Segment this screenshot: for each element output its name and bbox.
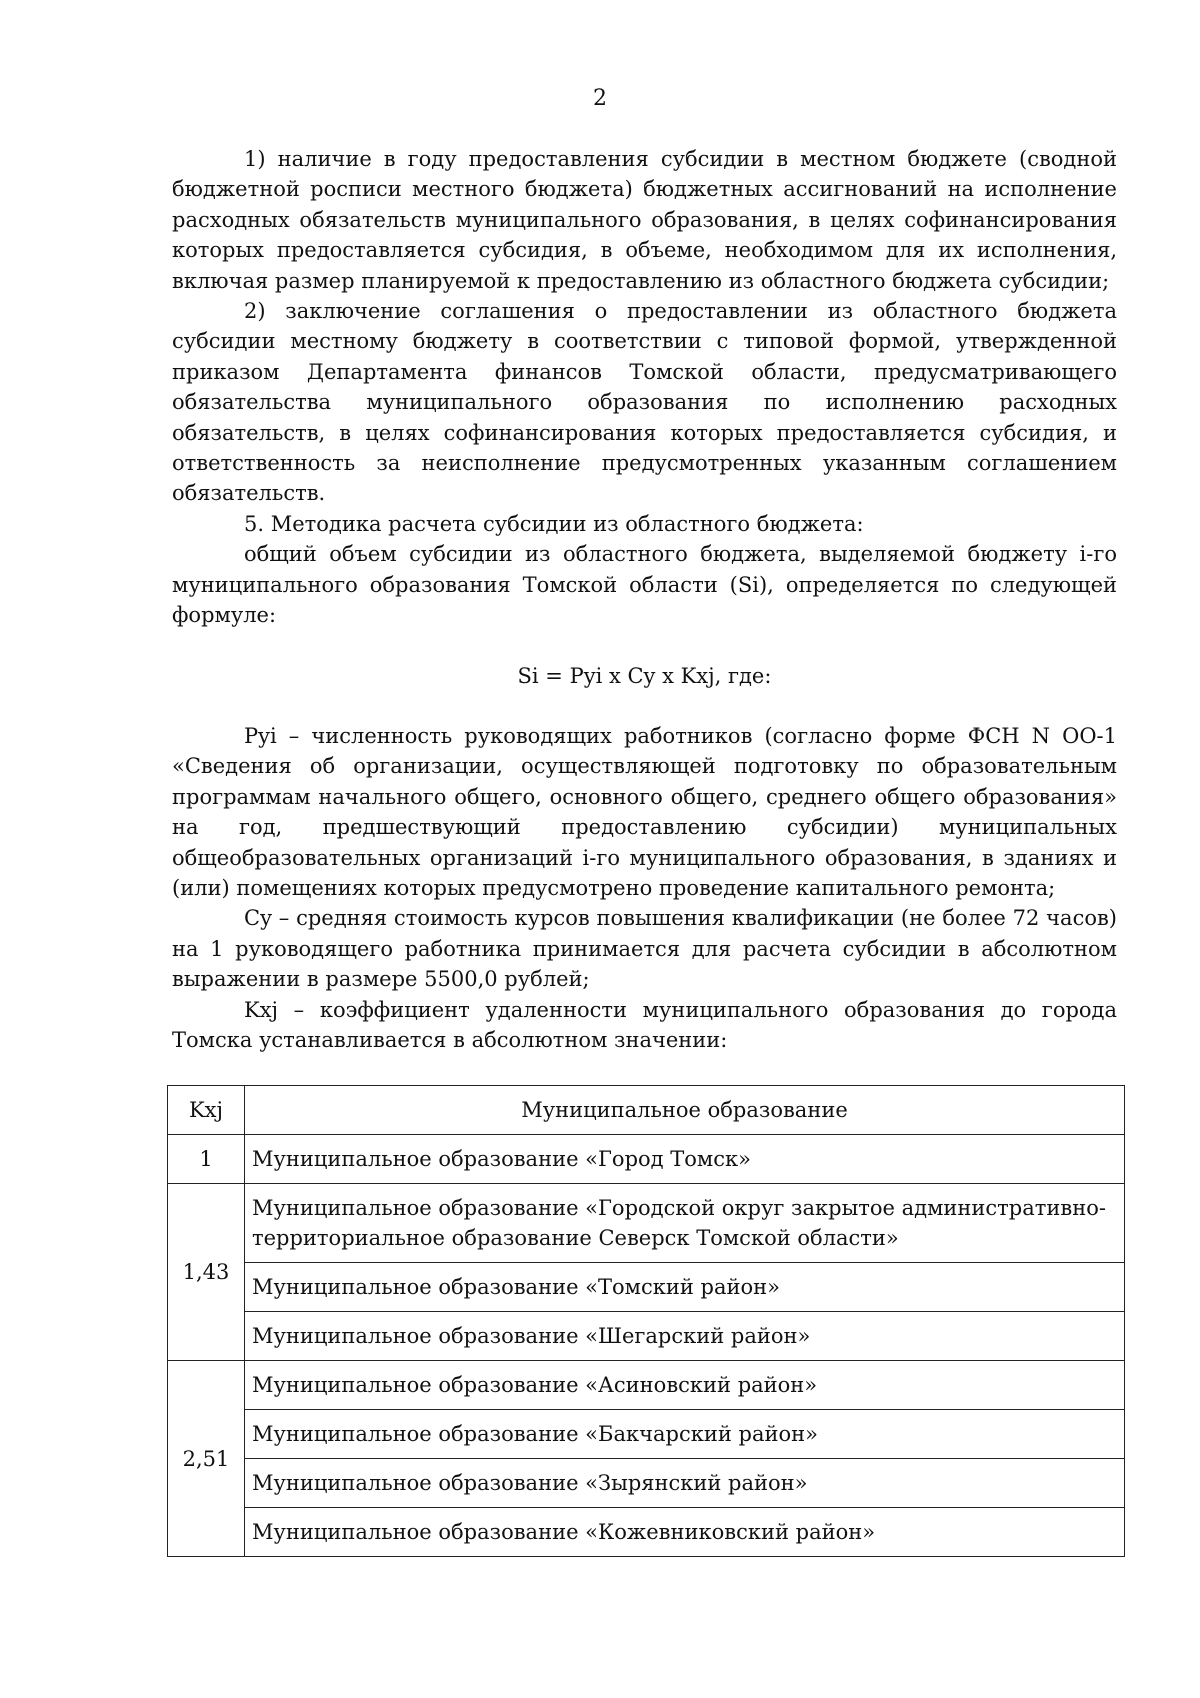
table-row: [168, 1184, 1125, 1263]
municipality-name: Муниципальное образование «Городской округ закрытое административно-территориальное образование Северск Томской области»: [245, 1184, 1125, 1263]
paragraph-cy-definition: Cy – средняя стоимость курсов повышения квалификации (не более 72 часов) на 1 руководящего работника принимается для расчета субсидии в абсолютном выражении в размере 5500,0 рублей;: [172, 906, 1117, 992]
table-row: [168, 1263, 1125, 1312]
page-number: 2: [593, 86, 607, 111]
header-kxj: Kxj: [168, 1086, 245, 1135]
table-row: [168, 1361, 1125, 1410]
table-row: [168, 1459, 1125, 1508]
paragraph-total-volume: общий объем субсидии из областного бюджета, выделяемой бюджету i-го муниципального образования Томской области (Si), определяется по следующей формуле:: [172, 542, 1117, 628]
paragraph-section-5: 5. Методика расчета субсидии из областного бюджета:: [244, 511, 864, 536]
municipality-name: Муниципальное образование «Кожевниковский район»: [245, 1508, 1125, 1557]
kxj-value: 1: [168, 1135, 245, 1184]
kxj-value: 2,51: [168, 1361, 245, 1557]
municipality-name: Муниципальное образование «Зырянский район»: [245, 1459, 1125, 1508]
table-row: [168, 1410, 1125, 1459]
paragraph-condition-1: 1) наличие в году предоставления субсидии в местном бюджете (сводной бюджетной росписи местного бюджета) бюджетных ассигнований на исполнение расходных обязательств муниципального образования, в целях софинансирования которых предоставляется субсидия, в объеме, необходимом для их исполнения, включая размер планируемой к предоставлению из областного бюджета субсидии;: [172, 147, 1117, 293]
municipality-name: Муниципальное образование «Шегарский район»: [245, 1312, 1125, 1361]
kxj-table: [167, 1085, 1125, 1557]
paragraph-kxj-definition: Kxj – коэффициент удаленности муниципального образования до города Томска устанавливается в абсолютном значении:: [172, 997, 1117, 1052]
table-row: [168, 1508, 1125, 1557]
paragraph-pyi-definition: Pyi – численность руководящих работников (согласно форме ФСН N ОО-1 «Сведения об организации, осуществляющей подготовку по образовательным программам начального общего, основного общего, среднего общего образования» на год, предшествующий предоставлению субсидии) муниципальных общеобразовательных организаций i-го муниципального образования, в зданиях и (или) помещениях которых предусмотрено проведение капитального ремонта;: [172, 723, 1117, 900]
municipality-name: Муниципальное образование «Бакчарский район»: [245, 1410, 1125, 1459]
table-header-row: [168, 1086, 1125, 1135]
municipality-name: Муниципальное образование «Томский район»: [245, 1263, 1125, 1312]
document-body: [172, 144, 1117, 1055]
municipality-name: Муниципальное образование «Асиновский район»: [245, 1361, 1125, 1410]
header-municipality: Муниципальное образование: [245, 1086, 1125, 1135]
table-row: [168, 1312, 1125, 1361]
municipality-name: Муниципальное образование «Город Томск»: [245, 1135, 1125, 1184]
paragraph-condition-2: 2) заключение соглашения о предоставлении из областного бюджета субсидии местному бюджету в соответствии с типовой формой, утвержденной приказом Департамента финансов Томской области, предусматривающего обязательства муниципального образования по исполнению расходных обязательств, в целях софинансирования которых предоставляется субсидия, и ответственность за неисполнение предусмотренных указанным соглашением обязательств.: [172, 299, 1117, 506]
kxj-value: 1,43: [168, 1184, 245, 1361]
table-row: [168, 1135, 1125, 1184]
formula: Si = Pyi x Cy x Kxj, где:: [517, 663, 772, 688]
